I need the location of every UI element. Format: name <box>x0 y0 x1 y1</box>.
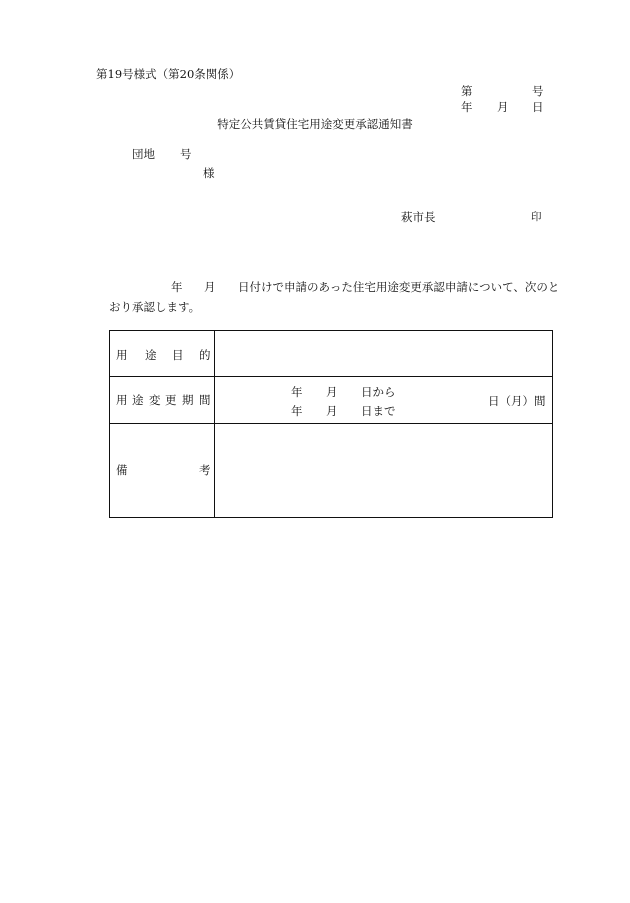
table-column-divider <box>214 331 215 517</box>
issue-date-month: 月 <box>497 100 509 114</box>
body-text-line2: おり承認します。 <box>109 300 201 314</box>
seal-mark: 印 <box>531 211 542 223</box>
document-title: 特定公共賃貸住宅用途変更承認通知書 <box>217 117 413 131</box>
body-text-line1: 日付けで申請のあった住宅用途変更承認申請について、次のと <box>238 280 560 294</box>
period-from-year: 年 <box>291 385 303 399</box>
label-purpose <box>110 348 214 362</box>
period-duration: 日（月）間 <box>488 394 546 408</box>
recipient-danchi: 団地 <box>132 147 155 161</box>
table-row-divider <box>110 423 552 424</box>
issue-date-year: 年 <box>461 100 473 114</box>
issue-date-day: 日 <box>532 100 544 114</box>
period-from-month: 月 <box>326 385 338 399</box>
table-row-divider <box>110 376 552 377</box>
recipient-honorific: 様 <box>203 166 215 180</box>
label-char: 途 <box>132 393 144 407</box>
form-number: 第19号様式（第20条関係） <box>96 67 241 81</box>
label-char: 考 <box>199 463 211 477</box>
label-remarks <box>110 463 214 477</box>
label-char: 期 <box>182 393 194 407</box>
label-char: 更 <box>165 393 177 407</box>
period-to-year: 年 <box>291 404 303 418</box>
label-char: 用 <box>116 348 128 362</box>
period-to-month: 月 <box>326 404 338 418</box>
label-char: 変 <box>149 393 161 407</box>
approval-table <box>109 330 553 518</box>
label-char: 間 <box>199 393 211 407</box>
body-application-month: 月 <box>204 280 216 294</box>
period-to-day: 日まで <box>361 404 396 418</box>
label-char: 目 <box>172 348 184 362</box>
body-application-year: 年 <box>171 280 183 294</box>
period-from-day: 日から <box>361 385 396 399</box>
recipient-room-number: 号 <box>180 147 192 161</box>
document-number-suffix: 号 <box>532 84 544 98</box>
document-number-prefix: 第 <box>461 84 473 98</box>
issuer-mayor: 萩市長 <box>401 210 436 224</box>
label-change-period <box>110 393 214 407</box>
label-char: 備 <box>116 463 128 477</box>
label-char: 的 <box>199 348 211 362</box>
label-char: 途 <box>145 348 157 362</box>
label-char: 用 <box>116 393 128 407</box>
